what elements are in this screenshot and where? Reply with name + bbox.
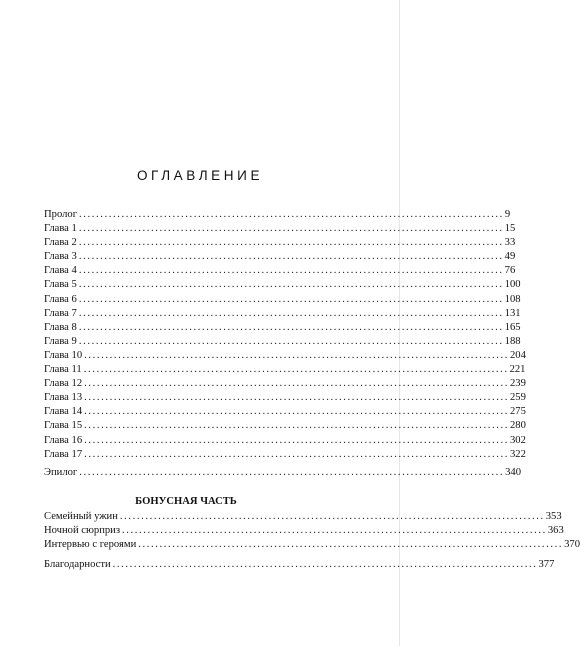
dot-leader: .................................................................................................... <box>79 209 504 220</box>
toc-entry-label: Глава 3 <box>44 251 77 263</box>
page-title: ОГЛАВЛЕНИЕ <box>136 168 264 183</box>
toc-entry-label: Глава 6 <box>44 293 77 305</box>
toc-entry-label: Благодарности <box>44 559 111 570</box>
toc-entry-page: 322 <box>509 448 526 460</box>
toc-entry-label: Глава 5 <box>44 279 77 291</box>
dot-leader: .................................................................................................... <box>78 223 504 235</box>
toc-entry-chapter-1 <box>44 222 516 236</box>
dot-leader: .................................................................................................... <box>78 251 504 263</box>
toc-entry-page: 239 <box>509 378 526 390</box>
toc-entry-chapter-16 <box>44 434 526 448</box>
dot-leader: .................................................................................................... <box>78 293 504 305</box>
toc-entry-page: 100 <box>504 279 521 291</box>
toc-entry-label: Глава 2 <box>44 237 77 249</box>
toc-entry-chapter-11 <box>44 363 526 377</box>
toc-entry-chapter-5 <box>44 278 521 292</box>
toc-entry-epilogue <box>44 466 521 480</box>
dot-leader: .................................................................................................... <box>84 406 509 418</box>
toc-entry-page: 76 <box>504 265 516 277</box>
toc-entry-chapter-17 <box>44 448 526 462</box>
toc-entry-label: Глава 16 <box>44 434 83 446</box>
dot-leader: .................................................................................................... <box>79 467 505 478</box>
toc-entry-page: 165 <box>504 321 521 333</box>
toc-entry-page: 353 <box>545 511 562 522</box>
toc-entry-label: Ночной сюрприз <box>44 525 121 537</box>
toc-bonus-list <box>44 510 580 552</box>
dot-leader: .................................................................................................... <box>78 321 504 333</box>
toc-entry-label: Пролог <box>44 209 78 220</box>
toc-entry-label: Глава 15 <box>44 420 83 432</box>
dot-leader: .................................................................................................... <box>138 539 564 551</box>
toc-entry-chapter-13 <box>44 391 526 405</box>
toc-entry-label: Глава 17 <box>44 448 83 460</box>
toc-entry-label: Глава 10 <box>44 349 83 361</box>
dot-leader: .................................................................................................... <box>84 349 509 361</box>
toc-entry-label: Глава 13 <box>44 392 83 404</box>
toc-entry-page: 377 <box>538 559 555 570</box>
toc-entry-interview <box>44 538 580 552</box>
toc-entry-chapter-3 <box>44 250 516 264</box>
dot-leader: .................................................................................................... <box>78 307 504 319</box>
toc-entry-chapter-6 <box>44 293 521 307</box>
toc-entry-label: Глава 7 <box>44 307 77 319</box>
dot-leader: .................................................................................................... <box>78 237 504 249</box>
toc-entry-page: 302 <box>509 434 526 446</box>
toc-entry-chapter-9 <box>44 335 521 349</box>
dot-leader: .................................................................................................... <box>122 525 547 537</box>
toc-entry-page: 188 <box>504 335 521 347</box>
toc-entry-prologue <box>44 208 511 222</box>
toc-entry-label: Эпилог <box>44 467 78 478</box>
toc-entry-label: Глава 11 <box>44 364 82 376</box>
toc-entry-page: 49 <box>504 251 516 263</box>
toc-entry-page: 108 <box>504 293 521 305</box>
toc-entry-chapter-14 <box>44 405 526 419</box>
dot-leader: .................................................................................................... <box>78 279 504 291</box>
toc-entry-label: Глава 14 <box>44 406 83 418</box>
dot-leader: .................................................................................................... <box>84 448 509 460</box>
toc-entry-page: 33 <box>504 237 516 249</box>
toc-entry-chapter-8 <box>44 321 521 335</box>
toc-entry-chapter-7 <box>44 307 521 321</box>
toc-entry-page: 9 <box>504 209 511 220</box>
toc-entry-page: 370 <box>564 539 580 551</box>
toc-entry-label: Глава 12 <box>44 378 83 390</box>
toc-entry-page: 363 <box>547 525 564 537</box>
toc-entry-page: 275 <box>509 406 526 418</box>
toc-entry-label: Семейный ужин <box>44 511 118 522</box>
toc-entry-page: 15 <box>504 223 516 235</box>
toc-main-list <box>44 208 526 462</box>
toc-entry-chapter-12 <box>44 377 526 391</box>
toc-entry-acknowledgements <box>44 558 555 572</box>
toc-entry-page: 204 <box>509 349 526 361</box>
dot-leader: .................................................................................................... <box>78 265 504 277</box>
dot-leader: .................................................................................................... <box>84 392 509 404</box>
dot-leader: .................................................................................................... <box>78 335 504 347</box>
toc-entry-page: 340 <box>505 467 521 478</box>
toc-entry-night-surprise <box>44 524 564 538</box>
toc-entry-page: 259 <box>509 392 526 404</box>
dot-leader: .................................................................................................... <box>112 559 538 570</box>
toc-entry-page: 131 <box>504 307 521 319</box>
toc-entry-page: 221 <box>509 364 526 376</box>
bonus-section-heading: БОНУСНАЯ ЧАСТЬ <box>135 496 237 507</box>
toc-entry-chapter-4 <box>44 264 516 278</box>
toc-entry-chapter-10 <box>44 349 526 363</box>
dot-leader: .................................................................................................... <box>119 511 545 522</box>
toc-entry-chapter-2 <box>44 236 516 250</box>
dot-leader: .................................................................................................... <box>84 420 509 432</box>
toc-entry-label: Глава 4 <box>44 265 77 277</box>
dot-leader: .................................................................................................... <box>84 434 509 446</box>
toc-entry-label: Глава 8 <box>44 321 77 333</box>
toc-entry-label: Глава 9 <box>44 335 77 347</box>
toc-entry-label: Глава 1 <box>44 223 77 235</box>
dot-leader: .................................................................................................... <box>84 378 509 390</box>
toc-entry-page: 280 <box>509 420 526 432</box>
dot-leader: .................................................................................................... <box>83 364 509 376</box>
toc-entry-family-dinner <box>44 510 562 524</box>
toc-entry-chapter-15 <box>44 419 526 433</box>
toc-entry-label: Интервью с героями <box>44 539 137 551</box>
